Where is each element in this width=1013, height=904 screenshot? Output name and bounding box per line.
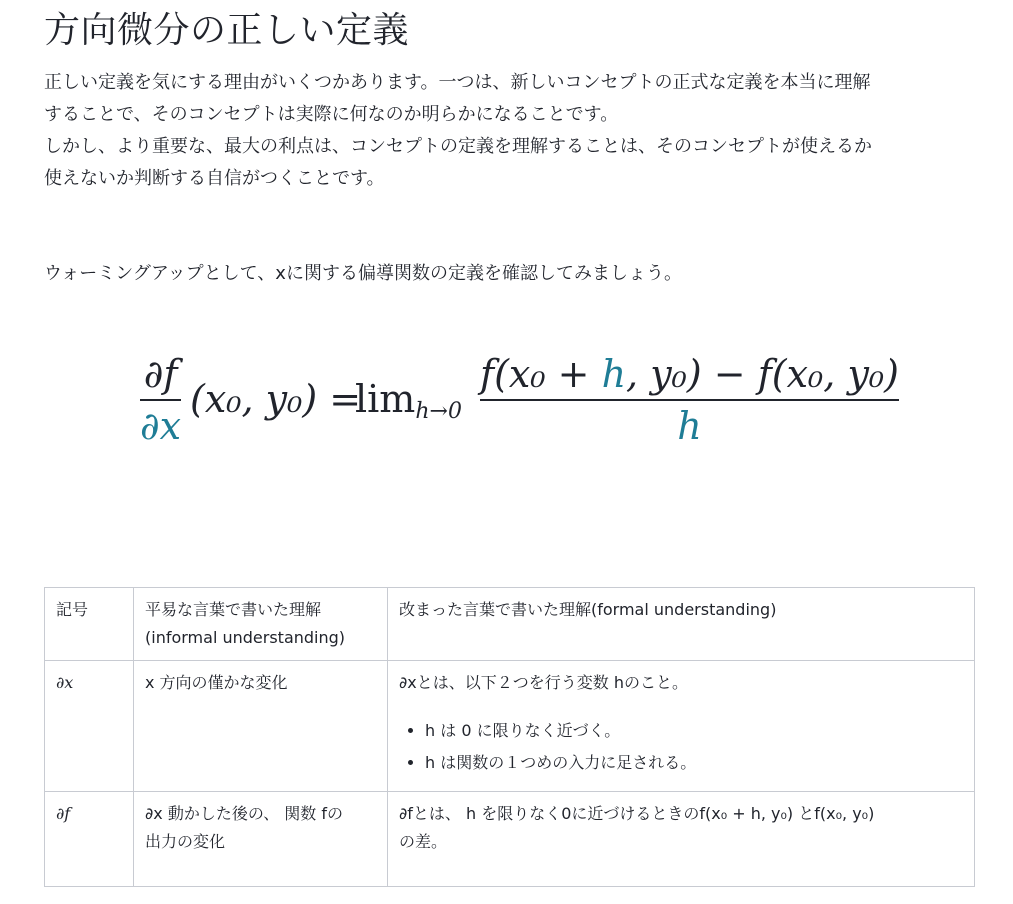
intro-line-1: 正しい定義を気にする理由がいくつかあります。一つは、新しいコンセプトの正式な定義を本当に理解 bbox=[44, 72, 871, 93]
formal-df-line-1: ∂fとは、 h を限りなく0に近づけるときのf(x₀ + h, y₀) とf(x₀, y₀) bbox=[399, 804, 875, 823]
rhs-numerator bbox=[480, 352, 899, 396]
header-informal-line-1: 平易な言葉で書いた理解 bbox=[145, 600, 322, 619]
formal-dx-bullets bbox=[399, 715, 963, 779]
lhs-denominator: ∂x bbox=[140, 404, 182, 448]
header-informal-line-2: (informal understanding) bbox=[145, 628, 346, 647]
limit-operator bbox=[355, 375, 462, 436]
header-symbol: 記号 bbox=[45, 588, 134, 661]
intro-paragraph bbox=[44, 67, 984, 195]
lim-text: lim bbox=[355, 377, 416, 421]
list-item: • h は 0 に限りなく近づく。 bbox=[425, 715, 963, 747]
table-row bbox=[45, 792, 975, 887]
row-formal-df bbox=[388, 792, 975, 887]
intro-line-4: 使えないか判断する自信がつくことです。 bbox=[44, 168, 385, 189]
rhs-fraction-bar bbox=[480, 399, 899, 401]
rhs-numerator-h: h bbox=[601, 352, 627, 396]
lim-subscript: h→0 bbox=[415, 399, 462, 424]
page-title: 方向微分の正しい定義 bbox=[44, 10, 410, 51]
informal-df-line-1: ∂x 動かした後の、 関数 fの bbox=[145, 804, 343, 823]
formal-dx-intro: ∂xとは、以下２つを行う変数 hのこと。 bbox=[399, 673, 688, 692]
row-symbol-df: ∂f bbox=[45, 792, 134, 887]
row-symbol-dx: ∂x bbox=[45, 661, 134, 792]
rhs-numerator-part-b: , y₀) − f(x₀, y₀) bbox=[626, 352, 899, 396]
rhs-numerator-part-a: f(x₀ + bbox=[480, 352, 602, 396]
intro-line-3: しかし、より重要な、最大の利点は、コンセプトの定義を理解することは、そのコンセプトが使えるか bbox=[44, 136, 872, 157]
warmup-paragraph: ウォーミングアップとして、xに関する偏導関数の定義を確認してみましょう。 bbox=[44, 263, 682, 284]
header-formal: 改まった言葉で書いた理解(formal understanding) bbox=[388, 588, 975, 661]
table-row bbox=[45, 661, 975, 792]
informal-df-line-2: 出力の変化 bbox=[145, 832, 226, 851]
lhs-arguments: (x₀, y₀) = bbox=[190, 377, 362, 421]
definitions-table bbox=[44, 587, 975, 887]
lhs-fraction bbox=[140, 352, 181, 448]
row-informal-dx: x 方向の僅かな変化 bbox=[134, 661, 388, 792]
lhs-numerator: ∂f bbox=[143, 352, 178, 396]
formal-df-line-2: の差。 bbox=[399, 832, 448, 851]
row-formal-dx bbox=[388, 661, 975, 792]
lhs-fraction-bar bbox=[140, 399, 181, 401]
rhs-denominator: h bbox=[677, 404, 702, 448]
intro-line-2: することで、そのコンセプトは実際に何なのか明らかになることです。 bbox=[44, 104, 619, 125]
list-item: • h は関数の１つめの入力に足される。 bbox=[425, 747, 963, 779]
row-informal-df bbox=[134, 792, 388, 887]
table-header-row bbox=[45, 588, 975, 661]
rhs-fraction bbox=[480, 352, 899, 448]
header-informal bbox=[134, 588, 388, 661]
partial-derivative-formula bbox=[140, 348, 900, 448]
